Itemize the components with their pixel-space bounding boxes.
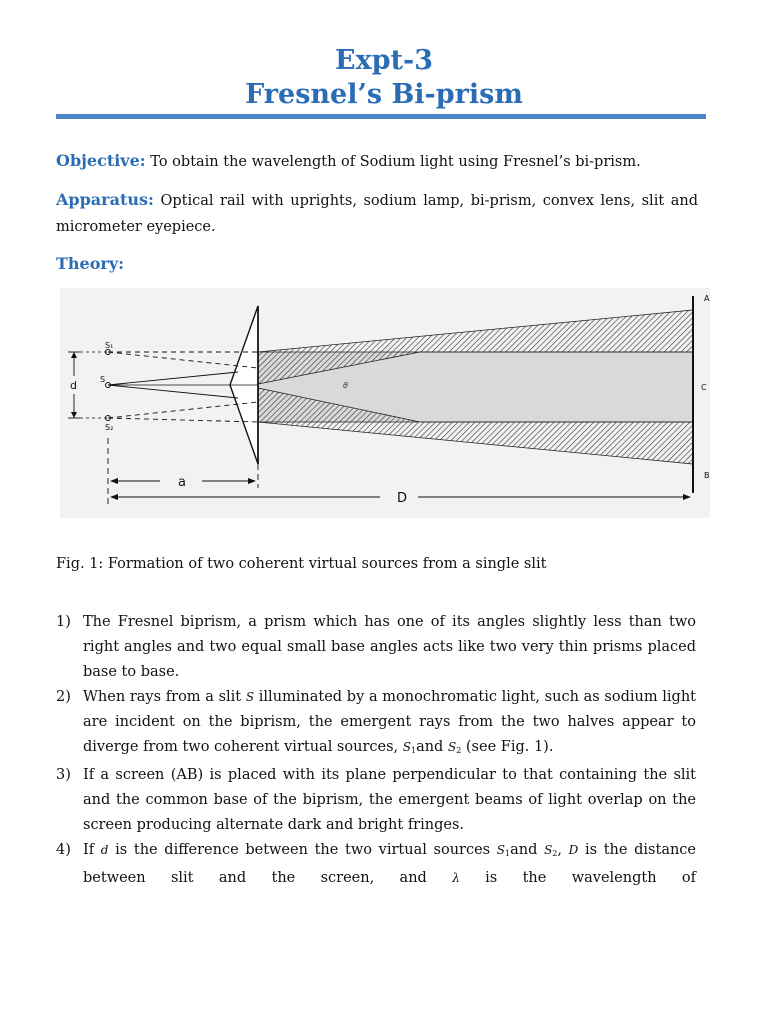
apparatus-section [56, 187, 698, 240]
list-item-text: The Fresnel biprism, a prism which has one of its angles slightly less than two right angles and two equal small base angles acts like two very thin prisms placed base to base. [83, 614, 696, 680]
label-d: d [70, 379, 77, 392]
symbol-d: d [100, 843, 109, 857]
list-item-text: (see Fig. 1). [465, 739, 554, 755]
theory-points-list [56, 610, 696, 891]
symbol-s1: $S_1$ [496, 843, 511, 858]
title-experiment-name: Fresnel’s Bi-prism [245, 79, 523, 110]
list-item-number: 4) [56, 842, 71, 858]
label-c: C [701, 383, 707, 392]
symbol-D: D [568, 843, 579, 857]
symbol-lambda: λ [452, 871, 460, 885]
label-a: a [178, 475, 186, 490]
list-item-text: When rays from a slit [83, 689, 242, 705]
objective-text: To obtain the wavelength of Sodium light using Fresnel’s bi-prism. [150, 154, 641, 170]
objective-heading: Objective: [56, 151, 146, 170]
label-s2: S₂ [105, 423, 114, 432]
list-item-text: is the difference between the two virtual sources [115, 842, 491, 858]
label-D: D [397, 491, 408, 506]
list-item-text: If [83, 842, 95, 858]
page-title [0, 44, 768, 112]
symbol-s: S [245, 690, 255, 704]
list-item-number: 3) [56, 767, 71, 783]
list-item-text: illuminated by a monochromatic light, such as sodium light are incident on the biprism, the emergent rays from the two halves appear to diverge from two coherent virtual sources, [83, 689, 697, 755]
symbol-s2: $S_2$ [544, 843, 558, 858]
title-divider [56, 114, 706, 119]
list-item-text: is the distance between slit and the screen, and [83, 842, 697, 886]
theory-section [56, 251, 698, 278]
list-item-number: 2) [56, 689, 71, 705]
list-item: 4) If d is the difference between the two virtual sources $S_1and$ $S_2$, D is the distance between slit and the screen, and λ is the wavelength of [56, 838, 696, 891]
theory-heading: Theory: [56, 254, 125, 273]
title-expt-number: Expt-3 [334, 45, 434, 76]
list-item [56, 763, 696, 838]
list-item-number: 1) [56, 614, 71, 630]
label-b-screen: B [704, 471, 710, 480]
list-item-text: If a screen (AB) is placed with its plane perpendicular to that containing the slit and the common base of the biprism, the emergent beams of light overlap on the screen producing alternate dark and bright fringes. [83, 767, 696, 833]
list-item: 2) When rays from a slit S illuminated by a monochromatic light, such as sodium light are incident on the biprism, the emergent rays from the two halves appear to diverge from two coherent virtual sources, $S_1and$ $S_2$ (see Fig. 1). [56, 685, 696, 763]
list-item-text: is the wavelength of [485, 870, 696, 886]
label-s1: S₁ [105, 341, 114, 350]
apparatus-heading: Apparatus: [56, 190, 154, 209]
symbol-s2: $S_2$ [447, 740, 462, 755]
biprism-figure [60, 288, 710, 518]
figure-caption: Fig. 1: Formation of two coherent virtual sources from a single slit [56, 556, 547, 572]
label-a-screen: A [704, 294, 710, 303]
apparatus-text: Optical rail with uprights, sodium lamp, bi-prism, convex lens, slit and micrometer eyepiece. [56, 193, 698, 235]
label-s: S [100, 375, 106, 384]
label-theta: θ [343, 381, 348, 390]
symbol-s1: $S_1$ [402, 740, 417, 755]
list-item [56, 610, 696, 685]
objective-section [56, 148, 698, 175]
